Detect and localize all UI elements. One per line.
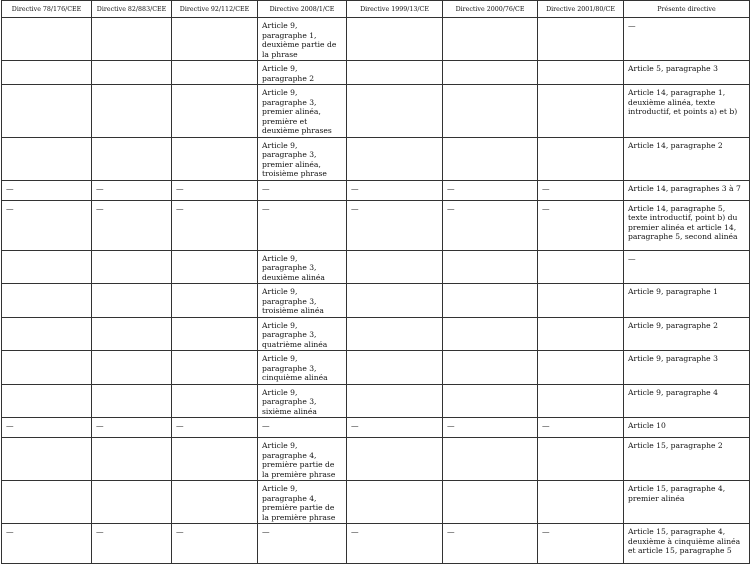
table-cell: Article 9, paragraphe 1 — [624, 284, 750, 318]
table-cell: Article 9, paragraphe 3, quatrième alinéa — [258, 317, 347, 351]
table-cell: — — [172, 200, 258, 250]
table-cell: — — [258, 524, 347, 564]
table-cell: — — [538, 524, 624, 564]
table-cell: Article 9, paragraphe 2 — [624, 317, 750, 351]
table-cell — [347, 384, 443, 418]
table-cell — [2, 317, 92, 351]
table-cell — [347, 18, 443, 61]
table-cell — [443, 18, 538, 61]
table-cell: — — [2, 180, 92, 200]
table-cell — [2, 250, 92, 284]
table-cell — [2, 284, 92, 318]
table-cell — [172, 438, 258, 481]
table-cell — [92, 284, 172, 318]
table-row — [2, 200, 750, 250]
table-cell — [443, 137, 538, 180]
table-cell: Article 14, paragraphes 3 à 7 — [624, 180, 750, 200]
table-row — [2, 180, 750, 200]
table-cell — [538, 61, 624, 85]
table-cell: Article 9, paragraphe 3, premier alinéa, troisième phrase — [258, 137, 347, 180]
table-row — [2, 137, 750, 180]
table-cell — [172, 137, 258, 180]
table-cell: — — [258, 418, 347, 438]
table-cell: — — [443, 524, 538, 564]
table-row — [2, 351, 750, 385]
header-cell: Directive 78/176/CEE — [2, 1, 92, 18]
table-cell — [538, 250, 624, 284]
table-row — [2, 18, 750, 61]
table-cell: Article 15, paragraphe 4, deuxième à cinquième alinéa et article 15, paragraphe 5 — [624, 524, 750, 564]
table-cell: Article 9, paragraphe 1, deuxième partie de la phrase — [258, 18, 347, 61]
table-cell — [347, 61, 443, 85]
table-cell — [172, 317, 258, 351]
table-cell: — — [443, 418, 538, 438]
table-cell — [172, 384, 258, 418]
table-cell — [443, 284, 538, 318]
table-cell — [538, 438, 624, 481]
table-cell: — — [172, 180, 258, 200]
table-cell: — — [2, 524, 92, 564]
table-cell — [443, 317, 538, 351]
table-cell: Article 9, paragraphe 3, troisième alinéa — [258, 284, 347, 318]
correspondence-table — [1, 0, 750, 564]
table-cell: — — [92, 524, 172, 564]
table-cell — [92, 438, 172, 481]
table-cell — [2, 384, 92, 418]
table-cell — [347, 137, 443, 180]
table-cell: Article 9, paragraphe 3, deuxième alinéa — [258, 250, 347, 284]
table-cell — [347, 317, 443, 351]
table-cell — [92, 85, 172, 138]
table-row — [2, 85, 750, 138]
table-cell — [92, 18, 172, 61]
table-cell: Article 14, paragraphe 5, texte introductif, point b) du premier alinéa et article 14, paragraphe 5, second alinéa — [624, 200, 750, 250]
table-cell: — — [172, 524, 258, 564]
table-cell — [347, 481, 443, 524]
table-cell — [2, 85, 92, 138]
table-cell: — — [538, 418, 624, 438]
table-cell: — — [347, 418, 443, 438]
table-cell — [92, 250, 172, 284]
table-cell: Article 9, paragraphe 4, première partie de la première phrase — [258, 438, 347, 481]
table-cell — [443, 384, 538, 418]
table-cell — [172, 85, 258, 138]
table-cell — [172, 61, 258, 85]
table-cell: Article 9, paragraphe 4, première partie de la première phrase — [258, 481, 347, 524]
table-row — [2, 438, 750, 481]
table-cell — [443, 351, 538, 385]
table-cell — [538, 351, 624, 385]
table-cell: Article 9, paragraphe 3, sixième alinéa — [258, 384, 347, 418]
table-cell: — — [443, 180, 538, 200]
table-cell — [2, 438, 92, 481]
table-cell — [538, 18, 624, 61]
table-row — [2, 250, 750, 284]
table-row — [2, 418, 750, 438]
table-cell — [347, 438, 443, 481]
table-row — [2, 61, 750, 85]
table-cell — [172, 250, 258, 284]
table-cell — [443, 438, 538, 481]
table-cell — [538, 85, 624, 138]
table-row — [2, 317, 750, 351]
table-body — [2, 18, 750, 564]
table-cell: Article 9, paragraphe 3, cinquième alinéa — [258, 351, 347, 385]
table-cell — [172, 351, 258, 385]
table-cell — [347, 351, 443, 385]
header-cell: Directive 82/883/CEE — [92, 1, 172, 18]
table-cell — [538, 137, 624, 180]
table-cell — [2, 61, 92, 85]
table-cell — [172, 18, 258, 61]
header-cell: Présente directive — [624, 1, 750, 18]
table-cell — [172, 481, 258, 524]
table-cell: — — [538, 180, 624, 200]
table-cell — [92, 61, 172, 85]
table-cell — [347, 284, 443, 318]
table-cell — [2, 351, 92, 385]
table-cell — [92, 137, 172, 180]
table-cell: Article 10 — [624, 418, 750, 438]
table-cell — [538, 317, 624, 351]
table-cell — [347, 85, 443, 138]
table-cell: — — [538, 200, 624, 250]
table-cell: Article 14, paragraphe 2 — [624, 137, 750, 180]
table-cell: — — [172, 418, 258, 438]
header-row — [2, 1, 750, 18]
header-cell: Directive 2008/1/CE — [258, 1, 347, 18]
header-cell: Directive 1999/13/CE — [347, 1, 443, 18]
table-cell: — — [624, 18, 750, 61]
table-cell — [2, 18, 92, 61]
table-cell: — — [443, 200, 538, 250]
table-cell — [92, 481, 172, 524]
table-cell: — — [624, 250, 750, 284]
table-cell — [347, 250, 443, 284]
table-cell: Article 9, paragraphe 3 — [624, 351, 750, 385]
table-cell: — — [92, 200, 172, 250]
table-cell — [92, 351, 172, 385]
table-cell: Article 15, paragraphe 4, premier alinéa — [624, 481, 750, 524]
table-cell — [92, 384, 172, 418]
header-cell: Directive 92/112/CEE — [172, 1, 258, 18]
header-cell: Directive 2001/80/CE — [538, 1, 624, 18]
table-cell: — — [2, 200, 92, 250]
header-cell: Directive 2000/76/CE — [443, 1, 538, 18]
table-cell: — — [347, 200, 443, 250]
table-cell — [538, 284, 624, 318]
table-row — [2, 384, 750, 418]
table-cell: — — [92, 418, 172, 438]
table-cell — [2, 137, 92, 180]
table-cell — [443, 481, 538, 524]
table-cell: — — [347, 524, 443, 564]
table-cell: Article 9, paragraphe 2 — [258, 61, 347, 85]
table-cell — [538, 481, 624, 524]
table-cell: — — [2, 418, 92, 438]
table-cell: Article 14, paragraphe 1, deuxième alinéa, texte introductif, et points a) et b) — [624, 85, 750, 138]
table-cell — [172, 284, 258, 318]
table-cell: — — [258, 180, 347, 200]
table-cell: Article 5, paragraphe 3 — [624, 61, 750, 85]
table-cell — [92, 317, 172, 351]
table-cell: Article 9, paragraphe 3, premier alinéa, première et deuxième phrases — [258, 85, 347, 138]
table-cell — [2, 481, 92, 524]
table-row — [2, 481, 750, 524]
table-cell — [443, 250, 538, 284]
table-cell — [538, 384, 624, 418]
table-cell: Article 15, paragraphe 2 — [624, 438, 750, 481]
table-cell: — — [92, 180, 172, 200]
table-cell — [443, 61, 538, 85]
table-cell: — — [258, 200, 347, 250]
table-cell: Article 9, paragraphe 4 — [624, 384, 750, 418]
table-row — [2, 524, 750, 564]
table-cell: — — [347, 180, 443, 200]
table-row — [2, 284, 750, 318]
table-cell — [443, 85, 538, 138]
